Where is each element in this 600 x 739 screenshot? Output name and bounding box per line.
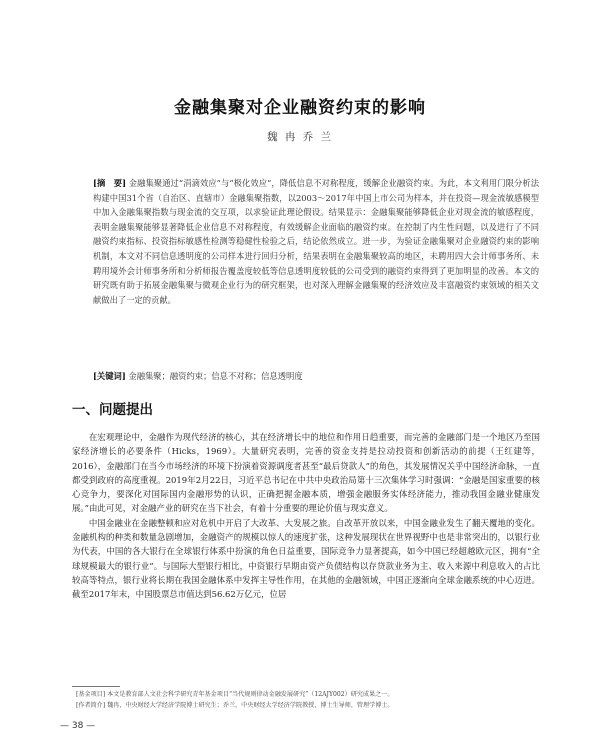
keywords-label: [关键词]	[93, 371, 126, 381]
footnote-funding: [基金项目] 本文是教育部人文社会科学研究青年基金项目“当代规则律动金融发展研究”（12AJY002）研究成果之一。	[76, 691, 394, 698]
section-heading: 一、问题提出	[72, 402, 153, 418]
body-paragraph: 在宏观理论中，金融作为现代经济的核心，其在经济增长中的地位和作用日趋重要，而完善的金融部门是一个地区乃至国家经济增长的必要条件（Hicks，1969）。大量研究表明，完善的资金支持是拉动投资和创新活动的前提（王红建等，2016），金融部门在当今市场经济的环境下扮演着资源调度者甚至“最后贷款人”的角色，其发展情况关乎中国经济命脉，一直都受到政府的高度重视。2019年2月22日，习近平总书记在中共中央政治局第十三次集体学习时强调：“金融是国家重要的核心竞争力，要深化对国际国内金融形势的认识，正确把握金融本质，增强金融服务实体经济能力，推动我国金融业健康发展。”由此可见，对金融产业的研究在当下社会，有着十分重要的理论价值与现实意义。	[72, 432, 540, 514]
section-body	[72, 430, 540, 602]
abstract-block	[93, 176, 539, 307]
footnotes-block	[76, 689, 540, 711]
body-paragraph: 中国金融业在金融整顿和应对危机中开启了大改革、大发展之旅。自改革开放以来，中国金融业发生了翻天覆地的变化。金融机构的种类和数量急剧增加，金融资产的规模以惊人的速度扩张，这种发展现状在世界视野中也是非常突出的，以银行业为代表，中国的各大银行在全球银行体系中扮演的角色日益重要，国际竞争力显著提高，如今中国已经超越欧元区，拥有“全球规模最大的银行业”。与国际大型银行相比，中资银行早期由资产负债结构以存贷款业务为主、收入来源中利息收入的占比较高等特点，银行业将长期在我国金融体系中发挥主导性作用，在其他的金融领域，中国正逐渐向全球金融系统的中心迈进。截至2017年末，中国股票总市值达到56.62万亿元，位居	[72, 517, 540, 600]
footnote-author-bio: [作者简介] 魏冉，中央财经大学经济学院博士研究生；乔兰，中央财经大学经济学院教授，博士生导师，管理学博士。	[76, 702, 394, 709]
article-authors: 魏 冉 乔 兰	[266, 131, 333, 143]
abstract-label: [摘 要]	[93, 178, 127, 188]
keywords-text: 金融集聚；融资约束；信息不对称；信息透明度	[128, 371, 303, 381]
abstract-text: 金融集聚通过“涓滴效应”与“极化效应”，降低信息不对称程度，缓解企业融资约束。为此，本文利用门限分析法构建中国31个省（自治区、直辖市）金融集聚指数，以2003～2017年中国上市公司为样本，并在投资—现金流敏感模型中加入金融集聚指数与现金流的交互项，以求验证此理论假设。结果显示：金融集聚能够降低企业对现金流的敏感程度，表明金融集聚能够显著降低企业信息不对称程度，有效缓解企业面临的融资约束。在控制了内生性问题，以及进行了不同融资约束指标、投资指标敏感性检测等稳健性检验之后，结论依然成立。进一步，为验证金融集聚对企业融资约束的影响机制，本文对不同信息透明度的公司样本进行回归分析，结果表明在金融集聚较高的地区，未聘用四大会计师事务所、未聘用境外会计师事务所和分析师报告覆盖度较低等信息透明度较低的公司受到的融资约束得到了更加明显的改善。本文的研究既有助于拓展金融集聚与微观企业行为的研究框架，也对深入理解金融集聚的经济效应及丰富融资约束领域的相关文献做出了一定的贡献。	[93, 178, 539, 305]
article-title: 金融集聚对企业融资约束的影响	[174, 98, 426, 118]
page-number: — 38 —	[60, 721, 96, 731]
footnote-divider	[72, 686, 120, 687]
keywords-block	[93, 370, 539, 383]
